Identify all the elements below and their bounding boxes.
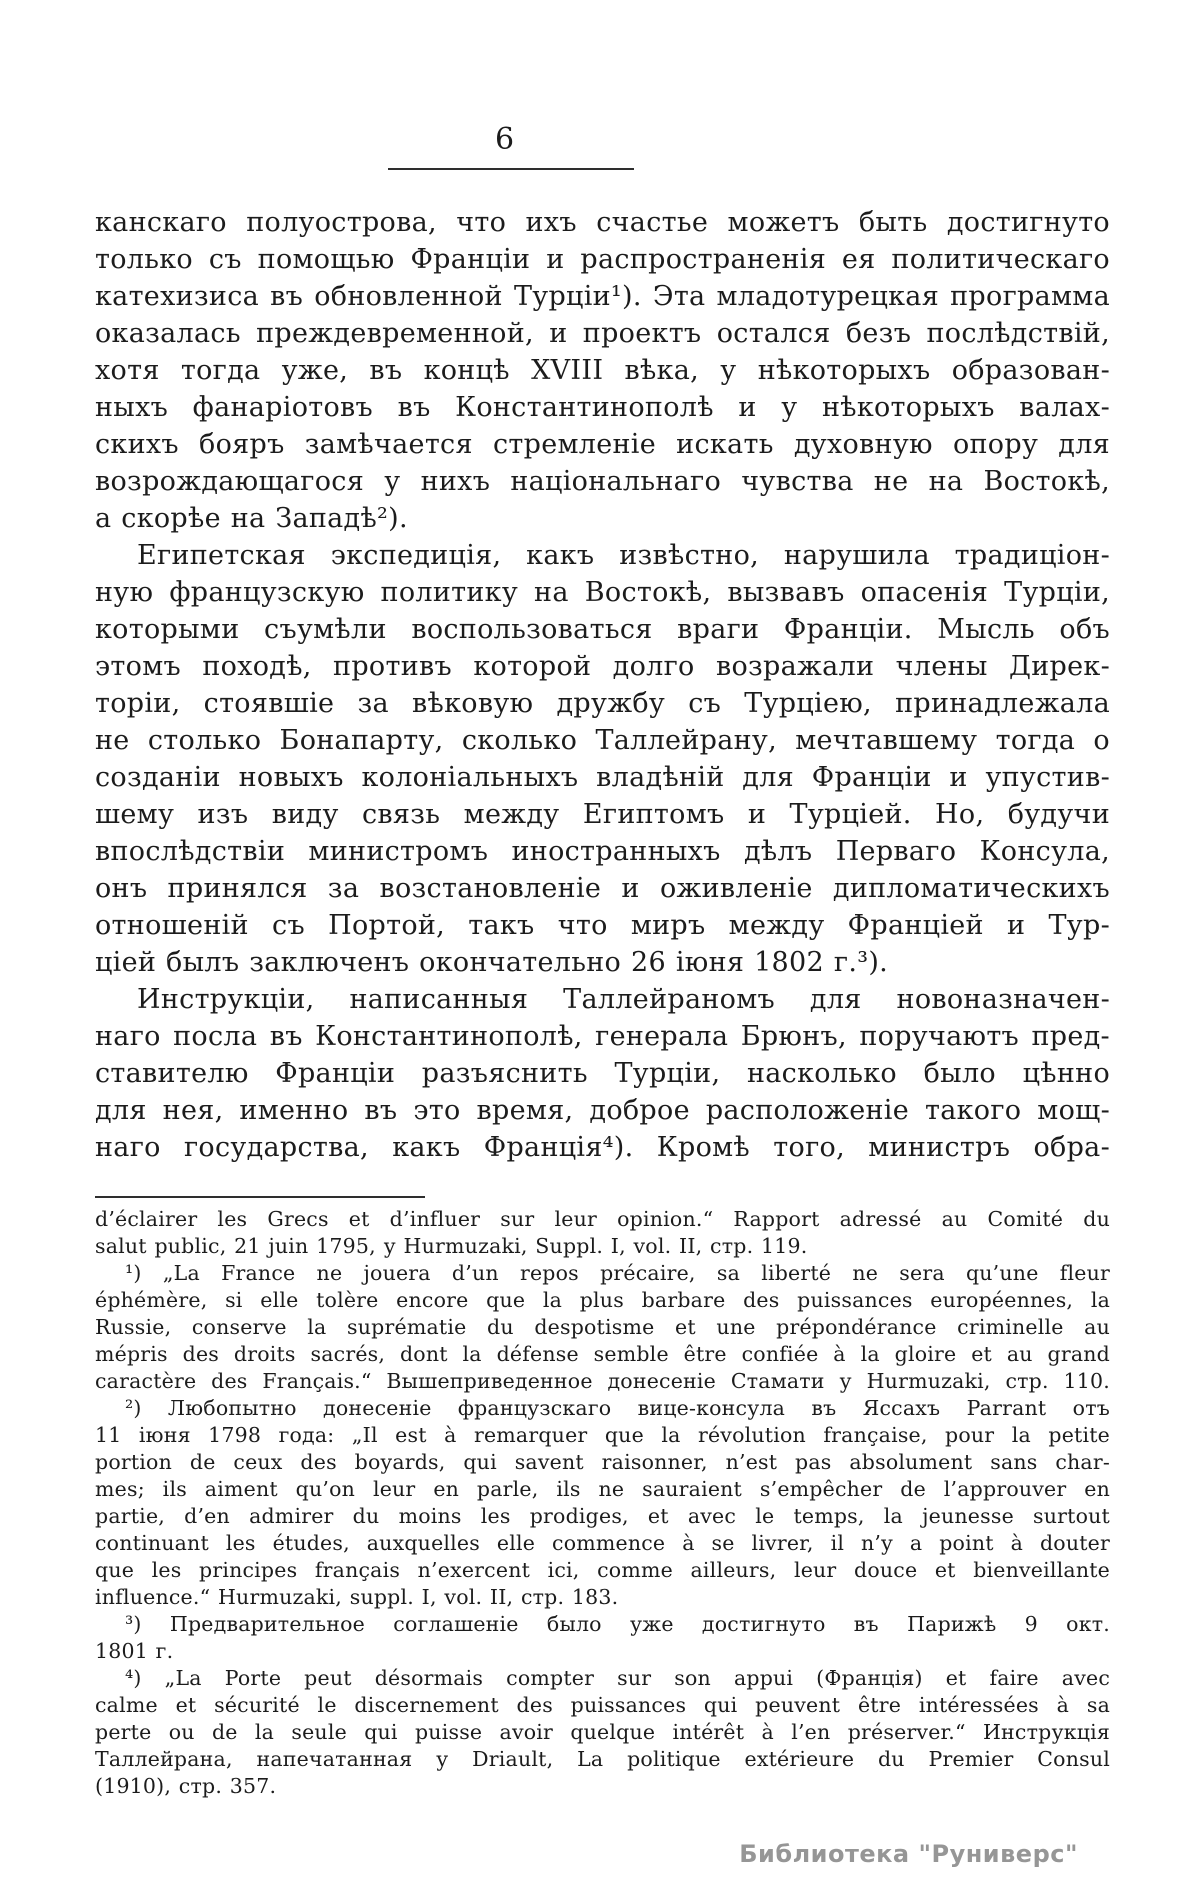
text-line: calme et sécurité le discernement des puissances qui peuvent être intéressées à sa bbox=[95, 1693, 1110, 1717]
text-line: ¹) „La France ne jouera d’un repos précaire, sa liberté ne sera qu’une fleur bbox=[125, 1261, 1110, 1285]
text-line: этомъ походѣ, противъ которой долго возражали члены Дирек- bbox=[95, 651, 1110, 682]
text-line: 11 іюня 1798 года: „Il est à remarquer que la révolution française, pour la petite bbox=[95, 1423, 1110, 1447]
text-line: оказалась преждевременной, и проектъ остался безъ послѣдствій, bbox=[95, 318, 1110, 349]
text-line: salut public, 21 juin 1795, у Hurmuzaki, Suppl. I, vol. II, стр. 119. bbox=[95, 1234, 808, 1258]
text-line: возрождающагося у нихъ національнаго чувства не на Востокѣ, bbox=[95, 466, 1110, 497]
text-line: торіи, стоявшіе за вѣковую дружбу съ Турціею, принадлежала bbox=[95, 688, 1110, 719]
text-line: катехизиса въ обновленной Турціи¹). Эта младотурецкая программа bbox=[95, 281, 1110, 312]
text-line: канскаго полуострова, что ихъ счастье можетъ быть достигнуто bbox=[95, 207, 1110, 238]
text-line: отношеній съ Портой, такъ что миръ между Франціей и Тур- bbox=[95, 910, 1110, 941]
text-line: впослѣдствіи министромъ иностранныхъ дѣлъ Перваго Консула, bbox=[95, 836, 1110, 867]
text-line: partie, d’en admirer du moins les prodiges, et avec le temps, la jeunesse surtout bbox=[95, 1504, 1110, 1528]
text-line: (1910), стр. 357. bbox=[95, 1774, 277, 1798]
page-number: 6 bbox=[494, 122, 516, 157]
library-watermark: Библиотека "Руниверс" bbox=[739, 1840, 1078, 1868]
text-line: наго посла въ Константинополѣ, генерала Брюнъ, поручаютъ пред- bbox=[95, 1021, 1110, 1052]
text-line: continuant les études, auxquelles elle commence à se livrer, il n’y a point à douter bbox=[95, 1531, 1110, 1555]
footnote-divider bbox=[95, 1196, 425, 1198]
text-line: скихъ бояръ замѣчается стремленіе искать духовную опору для bbox=[95, 429, 1110, 460]
text-line: influence.“ Hurmuzaki, suppl. I, vol. II, стр. 183. bbox=[95, 1585, 619, 1609]
text-line: mes; ils aiment qu’on leur en parle, ils ne sauraient s’empêcher de l’approuver en bbox=[95, 1477, 1110, 1501]
text-line: только съ помощью Франціи и распространенія ея политическаго bbox=[95, 244, 1110, 275]
body-text bbox=[95, 204, 1110, 1166]
text-line: наго государства, какъ Франція⁴). Кромѣ того, министръ обра- bbox=[95, 1132, 1110, 1163]
text-line: ціей былъ заключенъ окончательно 26 іюня 1802 г.³). bbox=[95, 947, 889, 978]
text-line: ³) Предварительное соглашеніе было уже достигнуто въ Парижѣ 9 окт. bbox=[125, 1612, 1110, 1636]
text-line: mépris des droits sacrés, dont la défense semble être confiée à la gloire et au grand bbox=[95, 1342, 1110, 1366]
text-line: d’éclairer les Grecs et d’influer sur leur opinion.“ Rapport adressé au Comité du bbox=[95, 1207, 1110, 1231]
text-line: Инструкціи, написанныя Таллейраномъ для новоназначен- bbox=[137, 984, 1110, 1015]
text-line: которыми съумѣли воспользоваться враги Франціи. Мысль объ bbox=[95, 614, 1110, 645]
text-line: а скорѣе на Западѣ²). bbox=[95, 503, 408, 534]
text-line: Таллейрана, напечатанная у Driault, La politique extérieure du Premier Consul bbox=[95, 1747, 1110, 1771]
text-line: не столько Бонапарту, сколько Таллейрану, мечтавшему тогда о bbox=[95, 725, 1110, 756]
text-line: ⁴) „La Porte peut désormais compter sur son appui (Франція) et faire avec bbox=[125, 1666, 1110, 1690]
text-line: ную французскую политику на Востокѣ, вызвавъ опасенія Турціи, bbox=[95, 577, 1110, 608]
text-line: Russie, conserve la suprématie du despotisme et une prépondérance criminelle au bbox=[95, 1315, 1110, 1339]
footnotes bbox=[95, 1206, 1110, 1800]
text-line: perte ou de la seule qui puisse avoir quelque intérêt à l’en préserver.“ Инструкція bbox=[95, 1720, 1110, 1744]
text-line: éphémère, si elle tolère encore que la plus barbare des puissances européennes, la bbox=[95, 1288, 1110, 1312]
text-line: для нея, именно въ это время, доброе расположеніе такого мощ- bbox=[95, 1095, 1110, 1126]
text-line: caractère des Français.“ Вышеприведенное донесеніе Стамати у Hurmuzaki, стр. 110. bbox=[95, 1369, 1110, 1393]
text-line: ²) Любопытно донесеніе французскаго вице-консула въ Яссахъ Parrant отъ bbox=[125, 1396, 1110, 1420]
text-line: que les principes français n’exercent ici, comme ailleurs, leur douce et bienveillante bbox=[95, 1558, 1110, 1582]
text-line: ставителю Франціи разъяснить Турціи, насколько было цѣнно bbox=[95, 1058, 1110, 1089]
text-line: онъ принялся за возстановленіе и оживленіе дипломатическихъ bbox=[95, 873, 1110, 904]
text-line: хотя тогда уже, въ концѣ XVIII вѣка, у нѣкоторыхъ образован- bbox=[95, 355, 1110, 386]
text-line: ныхъ фанаріотовъ въ Константинополѣ и у нѣкоторыхъ валах- bbox=[95, 392, 1110, 423]
text-line: Египетская экспедиція, какъ извѣстно, нарушила традиціон- bbox=[137, 540, 1110, 571]
text-line: 1801 г. bbox=[95, 1639, 174, 1663]
text-line: portion de ceux des boyards, qui savent raisonner, n’est pas absolument sans char- bbox=[95, 1450, 1110, 1474]
page-number-divider bbox=[388, 168, 634, 170]
text-line: шему изъ виду связь между Египтомъ и Турціей. Но, будучи bbox=[95, 799, 1110, 830]
text-line: созданіи новыхъ колоніальныхъ владѣній для Франціи и упустив- bbox=[95, 762, 1110, 793]
